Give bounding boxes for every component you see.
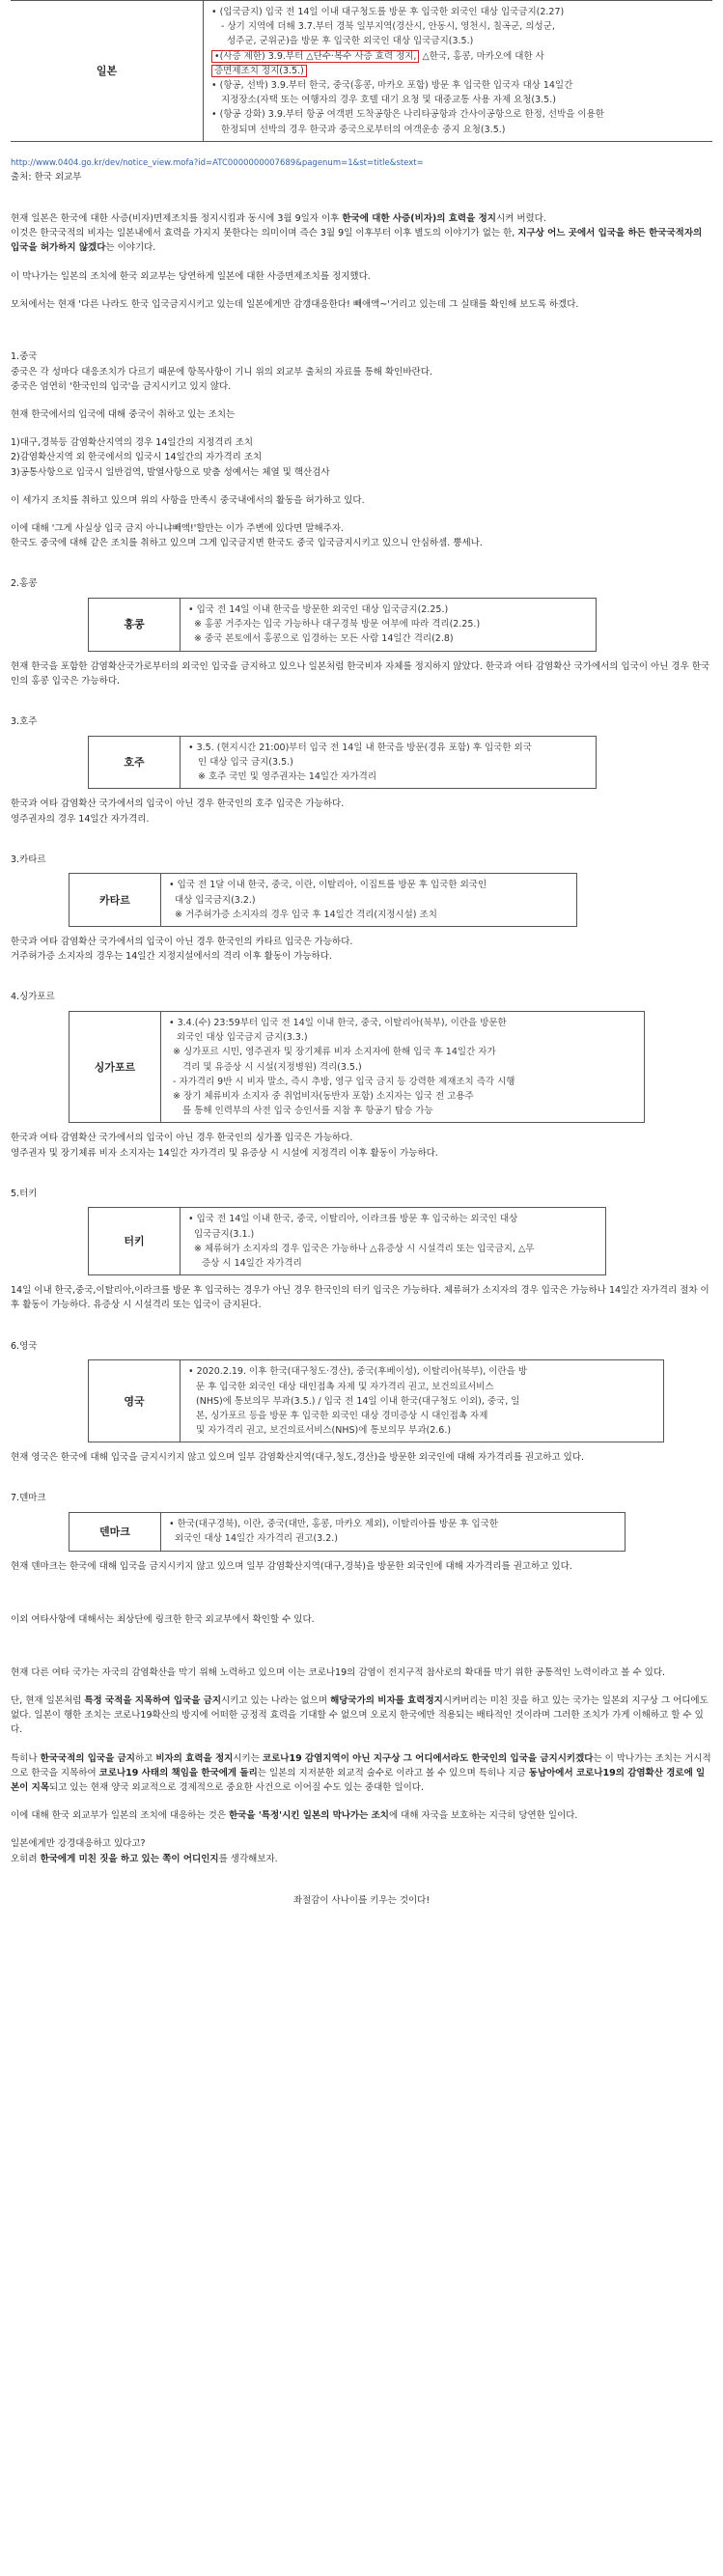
denmark-line: • 한국(대구경북), 이란, 중국(대만, 홍콩, 마카오 제외), 이탈리아를 방문 후 입국한 <box>169 1519 499 1530</box>
uk-line: • 2020.2.19. 이후 한국(대구청도·경산), 중국(후베이성), 이탈리아(북부), 이란을 방 <box>188 1366 528 1378</box>
japan-line: • (입국금지) 입국 전 14일 이내 대구청도를 방문 후 입국한 외국인 대상 입국금지(2.27) <box>211 7 565 17</box>
qatar-measures <box>161 874 576 926</box>
china-text: 중국은 엄연히 '한국인의 입국'을 금지시키고 있지 않다. <box>11 380 232 392</box>
denmark-line: 외국인 대상 14일간 자가격리 권고(3.2.) <box>175 1533 339 1545</box>
hongkong-measures <box>181 599 596 651</box>
singapore-line: - 자가격리 9반 시 비자 말소, 즉시 추방, 영구 입국 금지 등 강력한 제재조치 즉각 시행 <box>173 1076 515 1087</box>
china-measure: 2)감염확산지역 외 한국에서의 입국시 14일간의 자가격리 조치 <box>11 452 263 463</box>
qatar-line: • 입국 전 1달 이내 한국, 중국, 이란, 이탈리아, 이집트를 방문 후 입국한 외국인 <box>169 880 487 891</box>
uk-measures <box>181 1360 663 1442</box>
outro-paragraph-7: 오히려 한국에게 미친 짓을 하고 있는 쪽이 어디인지를 생각해보자. <box>11 1853 278 1864</box>
china-text: 이에 대해 '그게 사실상 입국 금지 아니냐빼액!'할만는 이가 주변에 있다면 말해주자. <box>11 523 345 535</box>
japan-visa-waiver-text: △한국, 홍콩, 마카오에 대한 사 <box>422 50 544 62</box>
uk-line: 문 후 입국한 외국인 대상 대인접촉 자제 및 자가격리 권고, 보건의료서비스 <box>196 1381 494 1392</box>
qatar-summary: 거주허가증 소지자의 경우는 14일간 지정지설에서의 격리 이후 활동이 가능하다. <box>11 951 332 963</box>
uk-line: (NHS)에 통보의무 부과(3.5.) / 입국 전 14일 이내 한국(대구청도 이외), 중국, 일 <box>196 1395 520 1407</box>
intro-paragraph-2: 이것은 한국국적의 비자는 일본내에서 효력을 가지지 못한다는 의미이며 즉슨 3월 9일 이후부터 이후 별도의 이야기가 없는 한, 지구상 어느 곳에서 입국을 하든 한국국적자의 입국을 허가하지 않겠다는 이야기다. <box>11 228 703 254</box>
hongkong-country-name: 홍콩 <box>89 599 181 651</box>
japan-country-name: 일본 <box>11 1 204 141</box>
hongkong-line: ※ 중국 본토에서 홍콩으로 입경하는 모든 사람 14일간 격리(2.8) <box>194 633 454 645</box>
turkey-country-name: 터키 <box>89 1208 181 1274</box>
denmark-measures <box>161 1513 625 1550</box>
singapore-table <box>69 1011 645 1123</box>
singapore-line: 격리 및 유증상 시 시설(지정병원) 격리(3.5.) <box>182 1061 362 1073</box>
section-title-australia: 3.호주 <box>11 716 38 728</box>
denmark-summary: 현재 덴마크는 한국에 대해 입국을 금지시키지 않고 있으며 일부 감염확산지역(대구,경북)을 방문한 외국인에 대해 자가격리를 권고하고 있다. <box>11 1560 572 1572</box>
intro-paragraph-3: 이 막나가는 일본의 조치에 한국 외교부는 당연하게 일본에 대한 사증면제조치를 정지했다. <box>11 270 371 282</box>
japan-line: • (항공 강화) 3.9.부터 항공 여객편 도착공항은 나리타공항과 간사이공항으로 한정, 선박을 이용한 <box>211 109 604 121</box>
singapore-summary: 영주권자 및 장기체류 비자 소지자는 14일간 자가격리 및 유증상 시 시설에 지정격리 이후 활동이 가능하다. <box>11 1147 438 1159</box>
uk-table <box>88 1359 664 1442</box>
singapore-line: 를 통해 인력부의 사전 입국 승인서를 지참 후 항공기 탑승 가능 <box>182 1106 433 1117</box>
japan-measures <box>204 1 712 141</box>
section-title-turkey: 5.터키 <box>11 1188 38 1199</box>
china-measure: 1)대구,경북등 감염확산지역의 경우 14일간의 지정격리 조치 <box>11 437 254 449</box>
turkey-line: 입국금지(3.1.) <box>194 1228 255 1240</box>
outro-paragraph-6: 일본에게만 강경대응하고 있다고? <box>11 1838 146 1850</box>
hongkong-summary: 현재 한국을 포함한 감염확산국가로부터의 외국인 입국을 금지하고 있으나 일본처럼 한국비자 자체를 정지하지 않았다. 한국과 여타 감염확산 국가에서의 입국이 아닌 경우 한국인의 홍콩 입국은 가능하다. <box>11 660 710 686</box>
china-text: 중국은 각 성마다 대응조치가 다르기 때문에 항목사항이 기니 위의 외교부 출처의 자료를 통해 확인바란다. <box>11 366 432 378</box>
singapore-line: ※ 싱가포르 시민, 영주권자 및 장기체류 비자 소지자에 한해 입국 후 14일간 자가 <box>173 1047 496 1058</box>
turkey-line: 증상 시 14일간 자가격리 <box>202 1258 302 1270</box>
uk-line: 본, 싱가포르 등을 방문 후 입국한 외국인 대상 경미증상 시 대인접촉 자제 <box>196 1410 488 1421</box>
japan-line: 한정되며 선박의 경우 한국과 중국으로부터의 여객운송 중지 요청(3.5.) <box>221 124 506 135</box>
outro-paragraph-3: 단, 현재 일본처럼 특정 국적을 지목하여 입국을 금지시키고 있는 나라는 없으며 해당국가의 비자를 효력정지시켜버리는 미친 짓을 하고 있는 국가는 일본외 지구상 그 어디에도 없다. 일본이 행한 조치는 코로나19확산의 방지에 어떠한 긍정적 효력을 기대할 수 없으며 오로지 한국에만 적용되는 배타적인 것이라며 그러한 조치가 가게 이해하고 할 수 있다. <box>11 1695 709 1736</box>
japan-visa-waiver-box: 증면제조치 정지(3.5.) <box>211 65 307 77</box>
japan-visa-suspension-box: •(사증 제한) 3.9.부터 △단수·복수 사증 효력 정지, <box>211 50 419 63</box>
qatar-country-name: 카타르 <box>70 874 161 926</box>
outro-paragraph-4: 특히나 한국국적의 입국을 금지하고 비자의 효력을 정지시키는 코로나19 감염지역이 아닌 지구상 그 어디에서라도 한국인의 입국을 금지시키겠다는 이 막나가는 조치는 거시적으로 한국을 지목하여 코로나19 사태의 책임을 한국에게 돌리는 일본의 지저분한 외교적 술수로 이라고 볼 수 있으며 특히나 지금 동남아에서 코로나19의 감염확산 경로에 일본이 지목되고 있는 현재 양국 외교적으로 경제적으로 중요한 사건으로 이어질 수도 있는 중대한 일이다. <box>11 1752 711 1794</box>
outro-paragraph-1: 이외 여타사항에 대해서는 최상단에 링크한 한국 외교부에서 확인할 수 있다. <box>11 1613 315 1625</box>
hongkong-table <box>88 598 597 652</box>
singapore-measures <box>161 1012 644 1122</box>
turkey-measures <box>181 1208 605 1274</box>
turkey-line: ※ 체류허가 소지자의 경우 입국은 가능하나 △유증상 시 시설격리 또는 입국금지, △무 <box>194 1243 535 1254</box>
china-text: 이 세가지 조치를 취하고 있으며 위의 사항을 만족시 중국내에서의 활동을 허가하고 있다. <box>11 494 365 506</box>
section-title-uk: 6.영국 <box>11 1340 38 1352</box>
source-label: 출처: 한국 외교부 <box>11 171 82 182</box>
japan-line: 지정장소(자택 또는 여행자의 경우 호텔 대기 요청 및 대중교통 사용 자제 요청(3.5.) <box>221 95 556 106</box>
section-title-denmark: 7.덴마크 <box>11 1493 46 1504</box>
qatar-line: ※ 거주허가증 소지자의 경우 입국 후 14일간 격리(지정시설) 조치 <box>175 909 437 920</box>
japan-line <box>211 64 705 78</box>
japan-line: - 상기 지역에 더해 3.7.부터 경북 일부지역(경산시, 안동시, 영천시, 칠곡군, 의성군, <box>221 21 555 33</box>
outro-paragraph-5: 이에 대해 한국 외교부가 일본의 조치에 대응하는 것은 한국을 '특정'시킨 일본의 막나가는 조치에 대해 자국을 보호하는 지극히 당연한 일이다. <box>11 1810 578 1822</box>
section-title-qatar: 3.카타르 <box>11 854 46 865</box>
australia-country-name: 호주 <box>89 737 181 789</box>
uk-line: 및 자가격리 권고, 보건의료서비스(NHS)에 통보의무 부과(2.6.) <box>196 1425 452 1437</box>
singapore-summary: 한국과 여타 감염확산 국가에서의 입국이 아닌 경우 한국인의 싱가폴 입국은 가능하다. <box>11 1133 353 1144</box>
singapore-line: • 3.4.(수) 23:59부터 입국 전 14일 이내 한국, 중국, 이탈리아(북부), 이란을 방문한 <box>169 1018 507 1029</box>
denmark-country-name: 덴마크 <box>70 1513 161 1550</box>
outro-paragraph-2: 현재 다른 여타 국가는 자국의 감염확산을 막기 위해 노력하고 있으며 이는 코로나19의 감염이 전지구적 참사로의 확대를 막기 위한 공통적인 노력이라고 볼 수 있다. <box>11 1666 666 1678</box>
section-title-hongkong: 2.홍콩 <box>11 578 38 590</box>
china-text: 한국도 중국에 대해 같은 조치를 취하고 있으며 그게 입국금지면 한국도 중국 입국금지시키고 있으니 안심하셈. 뿡세나. <box>11 538 483 549</box>
qatar-line: 대상 입국금지(3.2.) <box>175 894 256 906</box>
singapore-country-name: 싱가포르 <box>70 1012 161 1122</box>
australia-line: ※ 호주 국민 및 영주권자는 14일간 자가격리 <box>198 771 376 783</box>
japan-table <box>11 0 712 142</box>
australia-summary: 한국과 여타 감염확산 국가에서의 입국이 아닌 경우 한국인의 호주 입국은 가능하다. <box>11 798 345 810</box>
china-measure: 3)공통사항으로 입국시 일반검역, 발열사항으로 맞춤 성예서는 체열 및 핵산검사 <box>11 466 330 478</box>
hongkong-line: ※ 홍콩 거주자는 입국 가능하나 대구경북 방문 여부에 따라 격리(2.25.) <box>194 619 481 630</box>
japan-line: 성주군, 군위군)을 방문 후 입국한 외국인 대상 입국금지(3.5.) <box>227 36 474 47</box>
section-title-singapore: 4.싱가포르 <box>11 992 55 1003</box>
japan-line: • (항공, 선박) 3.9.부터 한국, 중국(홍콩, 마카오 포함) 방문 후 입국한 입국자 대상 14일간 <box>211 79 573 91</box>
turkey-summary: 14일 이내 한국,중국,이탈리아,이라크를 방문 후 입국하는 경우가 아닌 경우 한국인의 터키 입국은 가능하다. 체류허가 소지자의 경우 입국은 가능하나 14일간 자가격리 절차 이후 활동이 가능하다. 유증상 시 시설격리 또는 입국이 금지된다. <box>11 1285 709 1311</box>
singapore-line: ※ 장기 체류비자 소지자 중 취업비자(동반자 포함) 소지자는 입국 전 고용주 <box>173 1091 474 1103</box>
intro-paragraph-1: 현재 일본은 한국에 대한 사증(비자)면제조치를 정지시킴과 동시에 3월 9일자 이후 한국에 대한 사증(비자)의 효력을 정지시켜 버렸다. <box>11 213 546 225</box>
section-title-china: 1.중국 <box>11 350 38 362</box>
australia-table <box>88 736 597 790</box>
uk-country-name: 영국 <box>89 1360 181 1442</box>
closing-line: 좌절감이 사나이를 키우는 것이다! <box>292 1894 431 1906</box>
source-link[interactable]: http://www.0404.go.kr/dev/notice_view.mofa?id=ATC0000000007689&pagenum=1&st=title&stext= <box>11 157 424 168</box>
turkey-table <box>88 1207 606 1275</box>
intro-paragraph-4: 모처에서는 현재 '다른 나라도 한국 입국금지시키고 있는데 일본에게만 감갱대응한다! 빼애액~'거리고 있는데 그 실태를 확인해 보도록 하겠다. <box>11 298 579 310</box>
singapore-line: 외국인 대상 입국금지 금지(3.3.) <box>177 1032 308 1044</box>
australia-measures <box>181 737 596 789</box>
australia-summary: 영주권자의 경우 14일간 자가격리. <box>11 813 150 825</box>
australia-line: • 3.5. (현지시간 21:00)부터 입국 전 14일 내 한국을 방문(경유 포함) 후 입국한 외국 <box>188 742 532 753</box>
qatar-summary: 한국과 여타 감염확산 국가에서의 입국이 아닌 경우 한국인의 카타르 입국은 가능하다. <box>11 936 353 947</box>
china-text: 현재 한국에서의 입국에 대해 중국이 취하고 있는 조치는 <box>11 409 236 421</box>
denmark-table <box>69 1512 626 1551</box>
hongkong-line: • 입국 전 14일 이내 한국을 방문한 외국인 대상 입국금지(2.25.) <box>188 604 449 616</box>
japan-visa-restriction-highlight <box>211 49 705 64</box>
qatar-table <box>69 873 577 927</box>
australia-line: 인 대상 입국 금지(3.5.) <box>198 756 293 768</box>
turkey-line: • 입국 전 14일 이내 한국, 중국, 이탈리아, 이라크를 방문 후 입국하는 외국인 대상 <box>188 1214 518 1225</box>
uk-summary: 현재 영국은 한국에 대해 입국을 금지시키지 않고 있으며 일부 감염확산지역(대구,청도,경산)을 방문한 외국인에 대해 자가격리를 권고하고 있다. <box>11 1452 585 1464</box>
